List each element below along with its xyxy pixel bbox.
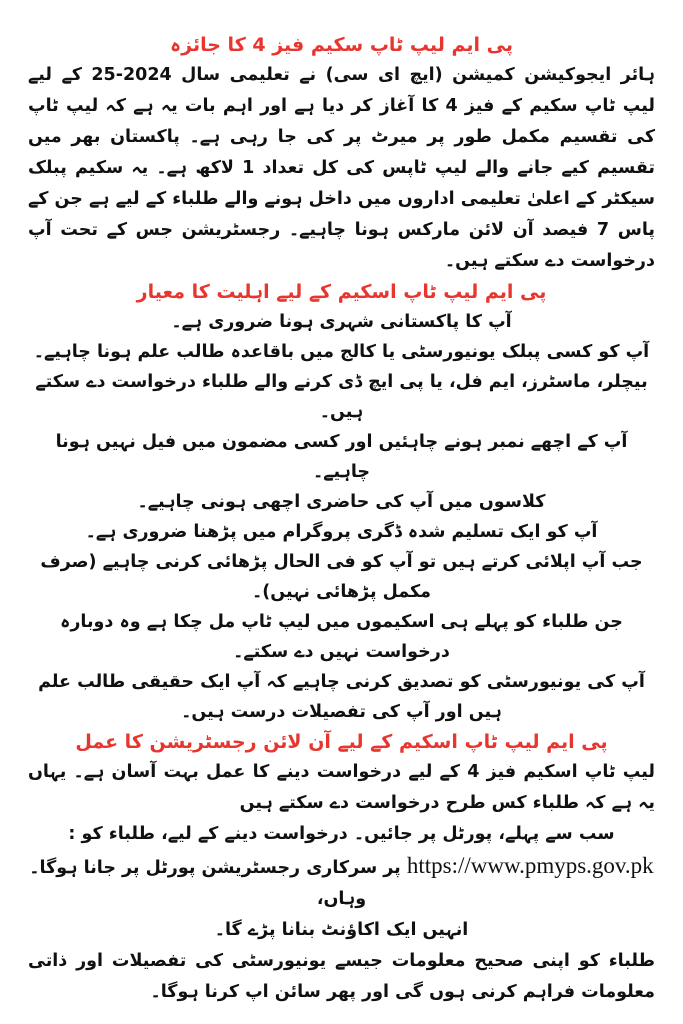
list-item: آپ کے اچھے نمبر ہونے چاہئیں اور کسی مضمون میں فیل نہیں ہونا چاہیے۔ [55,432,628,482]
overview-paragraph: ہائر ایجوکیشن کمیشن (ایچ ای سی) نے تعلیمی سال 2024-25 کے لیے لیپ ٹاپ سکیم کے فیز 4 کا آغاز کر دیا ہے اور اہم بات یہ ہے کہ لیپ ٹاپ کی تقسیم مکمل طور پر میرٹ پر کی جا رہی ہے۔ پاکستان بھر میں تقسیم کیے جانے والے لیپ ٹاپس کی کل تعداد 1 لاکھ ہے۔ یہ سکیم پبلک سیکٹر کے اعلیٰ تعلیمی اداروں میں داخل ہونے والے طلباء کے لیے ہے جن کے پاس 7 فیصد آن لائن مارکس ہونا چاہیے۔ رجسٹریشن جس کے تحت آپ درخواست دے سکتے ہیں۔ [28,65,655,271]
list-item: آپ کو کسی پبلک یونیورسٹی یا کالج میں باقاعدہ طالب علم ہونا چاہیے۔ [33,342,650,362]
registration-paragraph: لیپ ٹاپ اسکیم فیز 4 کے لیے درخواست دینے کا عمل بہت آسان ہے۔ یہاں یہ ہے کہ طلباء کس طرح درخواست دے سکتے ہیں [28,762,655,813]
step1-url-line [28,850,655,915]
eligibility-list [28,307,655,727]
list-item: آپ کا پاکستانی شہری ہونا ضروری ہے۔ [171,312,512,332]
step1-after-url: پر سرکاری رجسٹریشن پورٹل پر جانا ہوگا۔ وہاں، [29,858,401,909]
portal-url-link[interactable]: https://www.pmyps.gov.pk [406,853,654,878]
list-item: بیچلر، ماسٹرز، ایم فل، یا پی ایچ ڈی کرنے والے طلباء درخواست دے سکتے ہیں۔ [35,372,648,422]
heading-eligibility: پی ایم لیپ ٹاپ اسکیم کے لیے اہلیت کا معیار [136,281,547,303]
list-item: آپ کو ایک تسلیم شدہ ڈگری پروگرام میں پڑھنا ضروری ہے۔ [85,522,598,542]
heading-overview: پی ایم لیپ ٹاپ سکیم فیز 4 کا جائزہ [170,34,513,56]
step2-paragraph: طلباء کو اپنی صحیح معلومات جیسے یونیورسٹی کی تفصیلات اور ذاتی معلومات فراہم کرنی ہوں گی اور پھر سائن اپ کرنا ہوگا۔ [28,951,655,1002]
list-item: جن طلباء کو پہلے ہی اسکیموں میں لیپ ٹاپ مل چکا ہے وہ دوبارہ درخواست نہیں دے سکتے۔ [60,612,623,662]
list-item: جب آپ اپلائی کرتے ہیں تو آپ کو فی الحال پڑھائی کرنی چاہیے (صرف مکمل پڑھائی نہیں)۔ [40,552,643,602]
heading-registration: پی ایم لیپ ٹاپ اسکیم کے لیے آن لائن رجسٹریشن کا عمل [75,731,608,753]
step1-intro: سب سے پہلے، پورٹل پر جائیں۔ درخواست دینے کے لیے، طلباء کو : [68,824,615,844]
list-item: کلاسوں میں آپ کی حاضری اچھی ہونی چاہیے۔ [137,492,546,512]
list-item: آپ کی یونیورسٹی کو تصدیق کرنی چاہیے کہ آپ ایک حقیقی طالب علم ہیں اور آپ کی تفصیلات درست ہیں۔ [38,672,645,722]
step1-end: انہیں ایک اکاؤنٹ بنانا پڑے گا۔ [214,920,469,940]
